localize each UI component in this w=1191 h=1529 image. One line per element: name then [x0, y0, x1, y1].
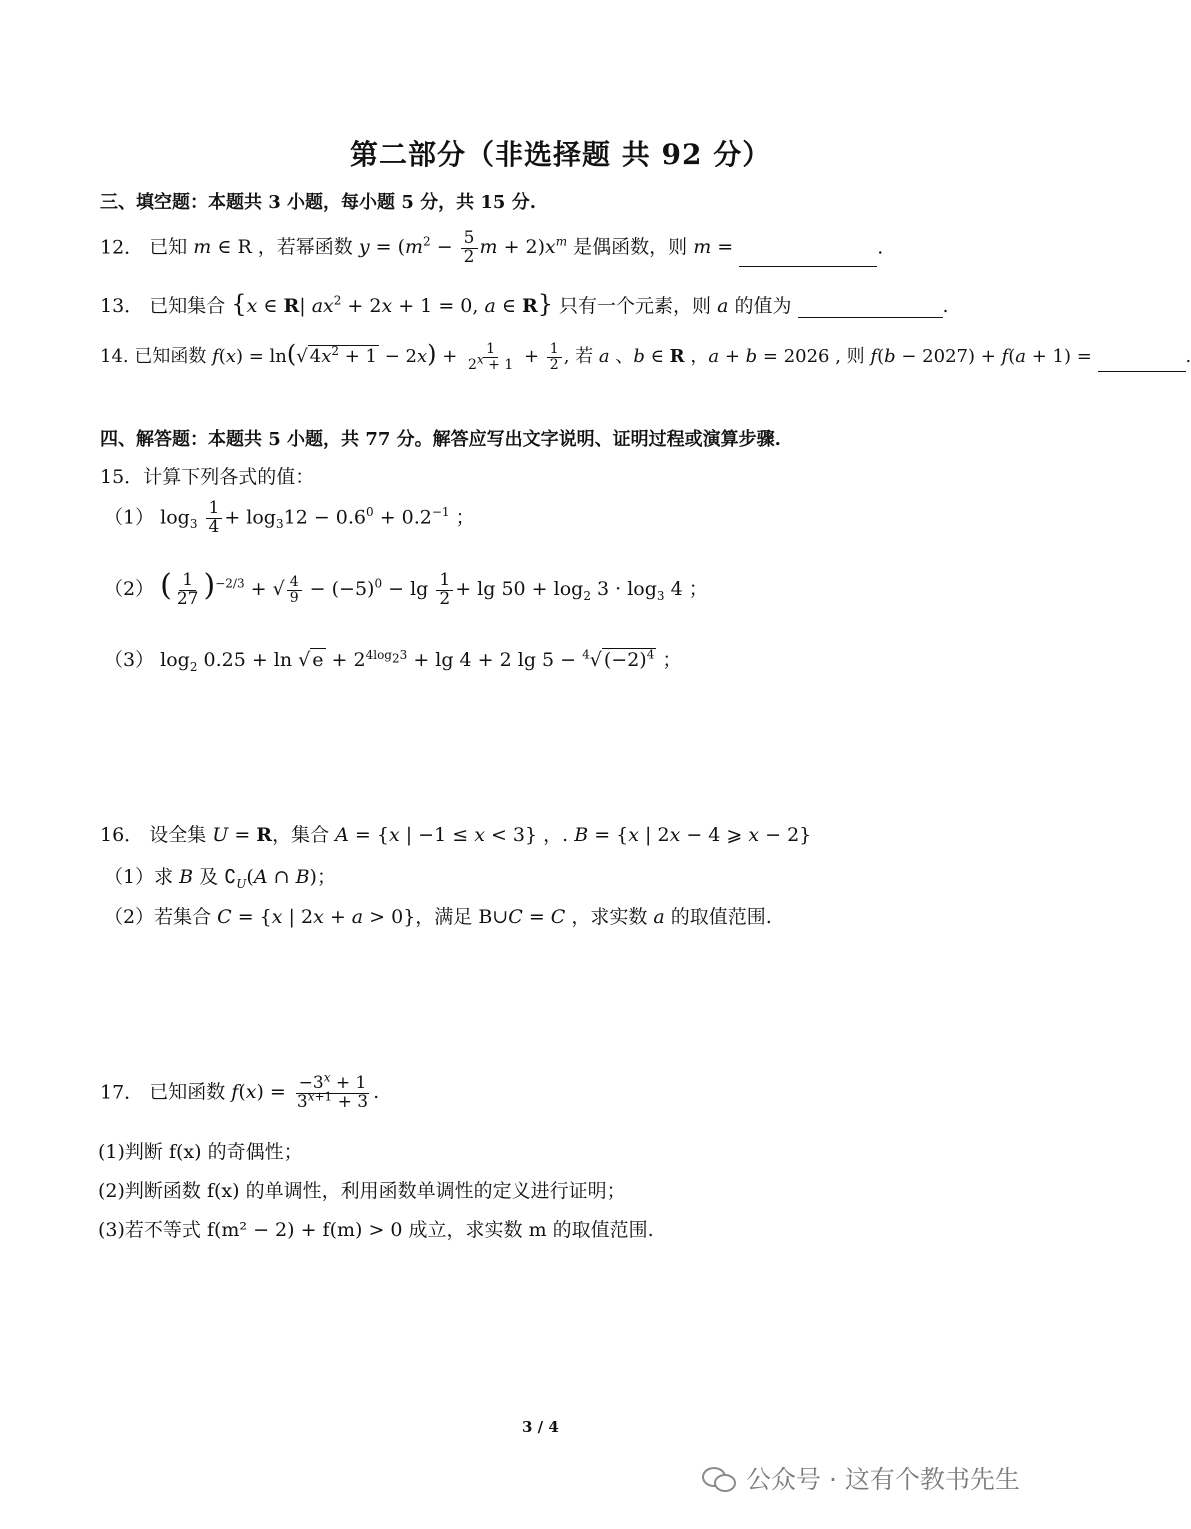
page-number: 3 / 4	[522, 1418, 559, 1436]
q17-part-3: (3)若不等式 f(m² − 2) + f(m) > 0 成立，求实数 m 的取值范围.	[98, 1219, 654, 1241]
watermark-text: 公众号 · 这有个教书先生	[746, 1465, 1020, 1494]
q17-part-2: (2)判断函数 f(x) 的单调性，利用函数单调性的定义进行证明；	[98, 1180, 626, 1202]
q14-answer-blank	[1098, 355, 1186, 372]
page-title: 第二部分（非选择题 共 92 分）	[350, 138, 772, 171]
q15-number: 15．	[100, 466, 144, 488]
q15-part-3: （3） $\log_2 0.25 + \ln$ √ $e + 2^{4log_23} + \lg 4 + 2$ lg 5 − $^4$√ $(-2)^4$ ；	[104, 647, 682, 674]
question-15	[100, 462, 314, 489]
section-3-heading: 三、填空题：本题共 3 小题，每小题 5 分，共 15 分.	[100, 192, 536, 213]
question-12: 12． 已知 m ∈ R ，若幂函数 $y = (m^2$ − $\frac{5}{2}$ $m + 2)x^m$ 是偶函数，则 m = .	[100, 228, 884, 267]
q16-part-2: （2）若集合 C = {x | 2x + a > 0}，满足 B∪C = C ，求实数 a 的取值范围.	[104, 906, 772, 928]
q15-part-1: （1） $\log_3$ $\frac{1}{4}$ + $\log_312 - 0.6^0 + 0.2^{-1}$ ；	[104, 498, 475, 537]
wechat-icon	[702, 1465, 736, 1491]
q16-part-1: （1）求 B 及 $∁_U(A$ ∩ B)；	[104, 866, 336, 891]
question-17: 17． 已知函数 f(x) = $\frac{-3^x + 1}{3^{x+1} + 3}$ .	[100, 1070, 380, 1112]
q17-part-1: (1)判断 f(x) 的奇偶性；	[98, 1141, 303, 1163]
q14-number: 14.	[100, 346, 129, 367]
q13-answer-blank	[798, 301, 943, 318]
question-16: 16． 设全集 U = R，集合 A = {x | −1 ≤ x < 3} ，. B = {x | 2x − 4 ⩾ x − 2}	[100, 824, 812, 846]
question-14: 14. 已知函数 f(x) = ln(√ $4x^2 + 1 - 2x$) + $\frac{1}{2^x + 1}$ + $\frac{1}{2}$ , 若 a 、b ∈ R ，a + b = 2026 , 则 f(b − 2027) + f(a + 1) = .	[100, 340, 1191, 373]
q16-number: 16．	[100, 824, 144, 846]
question-13: 13． 已知集合 {x ∈ R| $ax^2 + 2x + 1 = 0$, a ∈ R} 只有一个元素，则 a 的值为 .	[100, 290, 949, 318]
q15-stem: 计算下列各式的值：	[143, 466, 315, 488]
q12-answer-blank	[739, 250, 877, 267]
q17-number: 17．	[100, 1081, 144, 1104]
watermark	[702, 1460, 1020, 1496]
q12-number: 12．	[100, 236, 144, 259]
q13-number: 13．	[100, 295, 144, 317]
section-4-heading: 四、解答题：本题共 5 小题，共 77 分。解答应写出文字说明、证明过程或演算步骤.	[100, 429, 781, 450]
q15-part-2: （2） ( $\frac{1}{27}$ )$^{-2/3}$ + √ $\frac{4}{9}$ − $(-5)^0 - \lg$ $\frac{1}{2}$ + $\lg 50 + \log_2 3 \cdot \log_3 4$ ；	[104, 568, 708, 609]
